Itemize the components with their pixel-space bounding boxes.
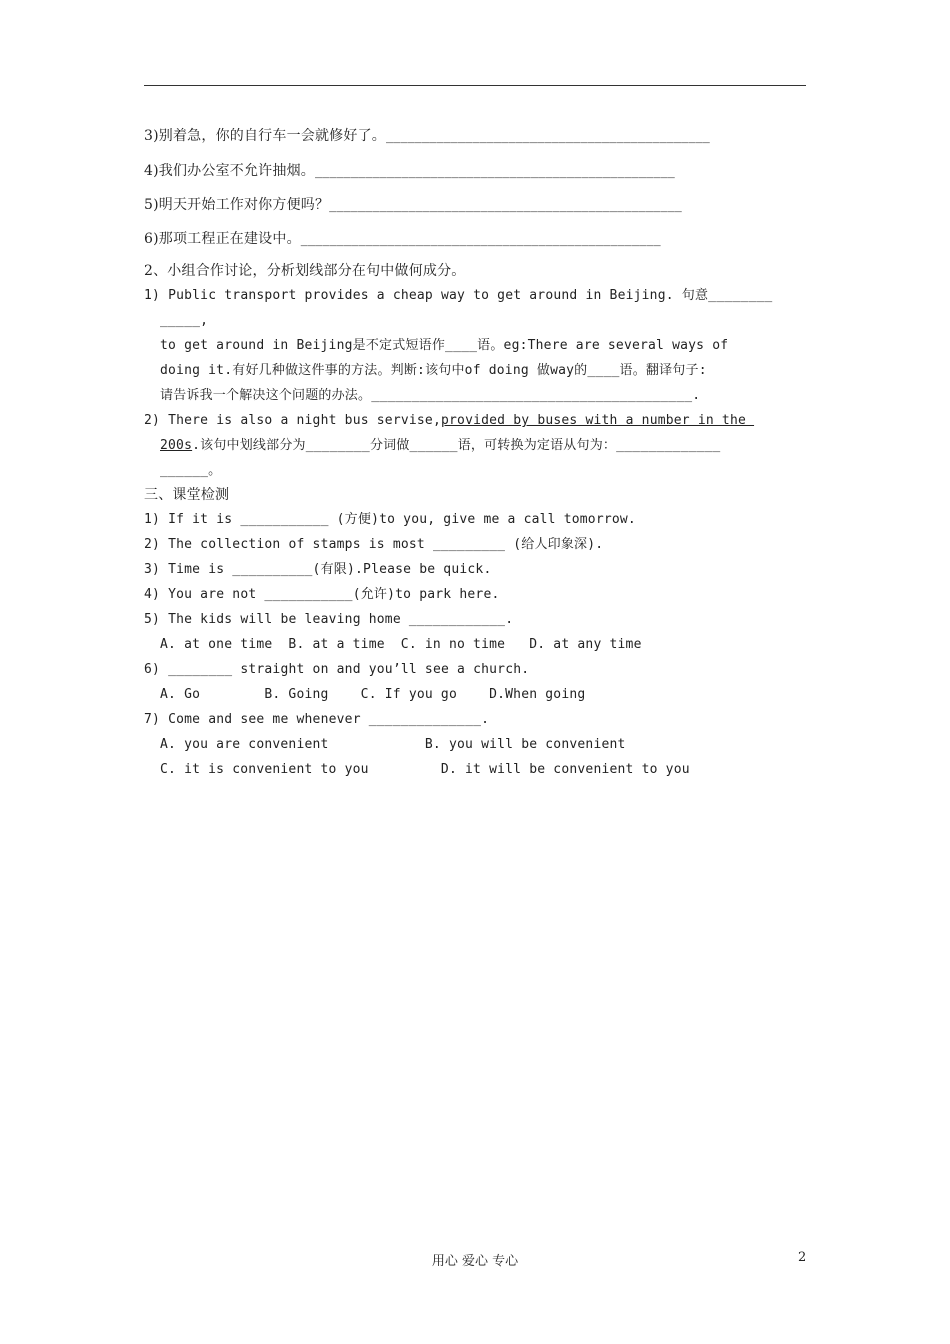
header-rule: [144, 85, 806, 86]
exercise1-item-5: 5)明天开始工作对你方便吗？_________________________________________________: [144, 197, 682, 213]
exercise2-q1-line2: _____,: [160, 313, 209, 328]
exercise2-q1-line3: to get around in Beijing是不定式短语作____语。eg:There are several ways of: [160, 338, 729, 353]
exercise2-q1-line1: 1) Public transport provides a cheap way to get around in Beijing. 句意________: [144, 288, 773, 303]
section3-q5-options: A. at one time B. at a time C. in no time D. at any time: [160, 637, 642, 652]
section3-q1: 1) If it is ___________ (方便)to you, give me a call tomorrow.: [144, 512, 636, 527]
exercise2-heading: 2、小组合作讨论，分析划线部分在句中做何成分。: [144, 263, 466, 279]
section3-q4: 4) You are not ___________(允许)to park here.: [144, 587, 500, 602]
section3-q6-options: A. Go B. Going C. If you go D.When going: [160, 687, 586, 702]
section3-q5: 5) The kids will be leaving home ____________.: [144, 612, 514, 627]
exercise2-q2-prefix: 2) There is also a night bus servise,: [144, 413, 441, 428]
exercise2-q1-line5: 请告诉我一个解决这个问题的办法。________________________________________.: [160, 388, 701, 403]
exercise1-item-6: 6)那项工程正在建设中。__________________________________________________: [144, 231, 661, 247]
section3-q7-options-cd: C. it is convenient to you D. it will be convenient to you: [160, 762, 690, 777]
section3-q2: 2) The collection of stamps is most _________ (给人印象深).: [144, 537, 604, 552]
exercise2-q1-line4: doing it.有好几种做这件事的方法。判断:该句中of doing 做way的____语。翻译句子:: [160, 363, 707, 378]
section3-heading: 三、课堂检测: [144, 487, 230, 503]
exercise2-q2-question: .该句中划线部分为________分词做______语，可转换为定语从句为：_____________: [192, 438, 721, 453]
section3-q7-options-ab: A. you are convenient B. you will be convenient: [160, 737, 626, 752]
page-number: 2: [798, 1250, 807, 1265]
exercise1-item-3: 3)别着急，你的自行车一会就修好了。_____________________________________________: [144, 128, 710, 144]
section3-q6: 6) ________ straight on and you’ll see a church.: [144, 662, 530, 677]
exercise2-q2-line2: [160, 437, 720, 455]
page-footer: 用心 爱心 专心: [431, 1254, 519, 1269]
exercise2-q2-line3: ______。: [160, 463, 222, 478]
section3-q7: 7) Come and see me whenever ______________.: [144, 712, 490, 727]
exercise2-q2-line1: [144, 412, 754, 430]
exercise2-q2-underlined-phrase-end: 200s: [160, 438, 193, 453]
exercise2-q2-underlined-phrase: provided by buses with a number in the: [441, 413, 755, 428]
exercise1-item-4: 4)我们办公室不允许抽烟。__________________________________________________: [144, 163, 675, 179]
section3-q3: 3) Time is __________(有限).Please be quick.: [144, 562, 492, 577]
